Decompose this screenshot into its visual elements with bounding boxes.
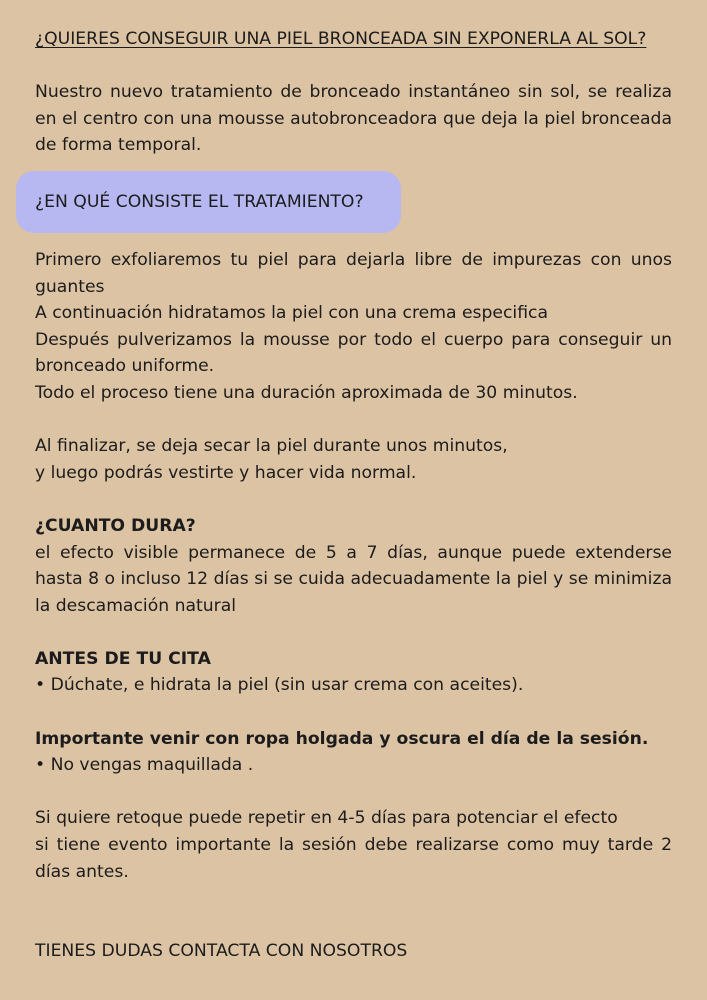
retouch-line-2: si tiene evento importante la sesión debe realizarse como muy tarde 2 días antes. — [35, 835, 672, 882]
page-title: ¿QUIERES CONSEGUIR UNA PIEL BRONCEADA SIN EXPONERLA AL SOL? — [35, 29, 647, 49]
before-item-2: • No vengas maquillada . — [35, 755, 254, 776]
treatment-step-3: Después pulverizamos la mousse por todo el cuerpo para conseguir un bronceado uniforme. — [35, 329, 672, 377]
treatment-step-4: Todo el proceso tiene una duración aproximada de 30 minutos. — [35, 382, 578, 403]
after-line-1: Al finalizar, se deja secar la piel durante unos minutos, — [35, 436, 508, 457]
duration-heading: ¿CUANTO DURA? — [35, 515, 196, 536]
contact-line: TIENES DUDAS CONTACTA CON NOSOTROS — [35, 941, 408, 962]
before-heading: ANTES DE TU CITA — [35, 648, 211, 669]
after-line-2: y luego podrás vestirte y hacer vida normal. — [35, 462, 417, 483]
before-item-1: • Dúchate, e hidrata la piel (sin usar crema con aceites). — [35, 675, 524, 696]
treatment-heading: ¿EN QUÉ CONSISTE EL TRATAMIENTO? — [35, 191, 364, 212]
treatment-step-2: A continuación hidratamos la piel con una crema especifica — [35, 303, 549, 324]
treatment-step-1: Primero exfoliaremos tu piel para dejarla libre de impurezas con unos guantes — [35, 249, 672, 297]
document-page — [35, 26, 672, 965]
retouch-line-1: Si quiere retoque puede repetir en 4-5 días para potenciar el efecto — [35, 808, 618, 829]
important-note: Importante venir con ropa holgada y oscura el día de la sesión. — [35, 728, 649, 749]
treatment-heading-box — [35, 171, 672, 233]
intro-paragraph: Nuestro nuevo tratamiento de bronceado instantáneo sin sol, se realiza en el centro con una mousse autobronceadora que deja la piel bronceada de forma temporal. — [35, 82, 672, 156]
duration-text: el efecto visible permanece de 5 a 7 días, aunque puede extenderse hasta 8 o incluso 12 días si se cuida adecuadamente la piel y se minimiza la descamación natural — [35, 542, 672, 616]
